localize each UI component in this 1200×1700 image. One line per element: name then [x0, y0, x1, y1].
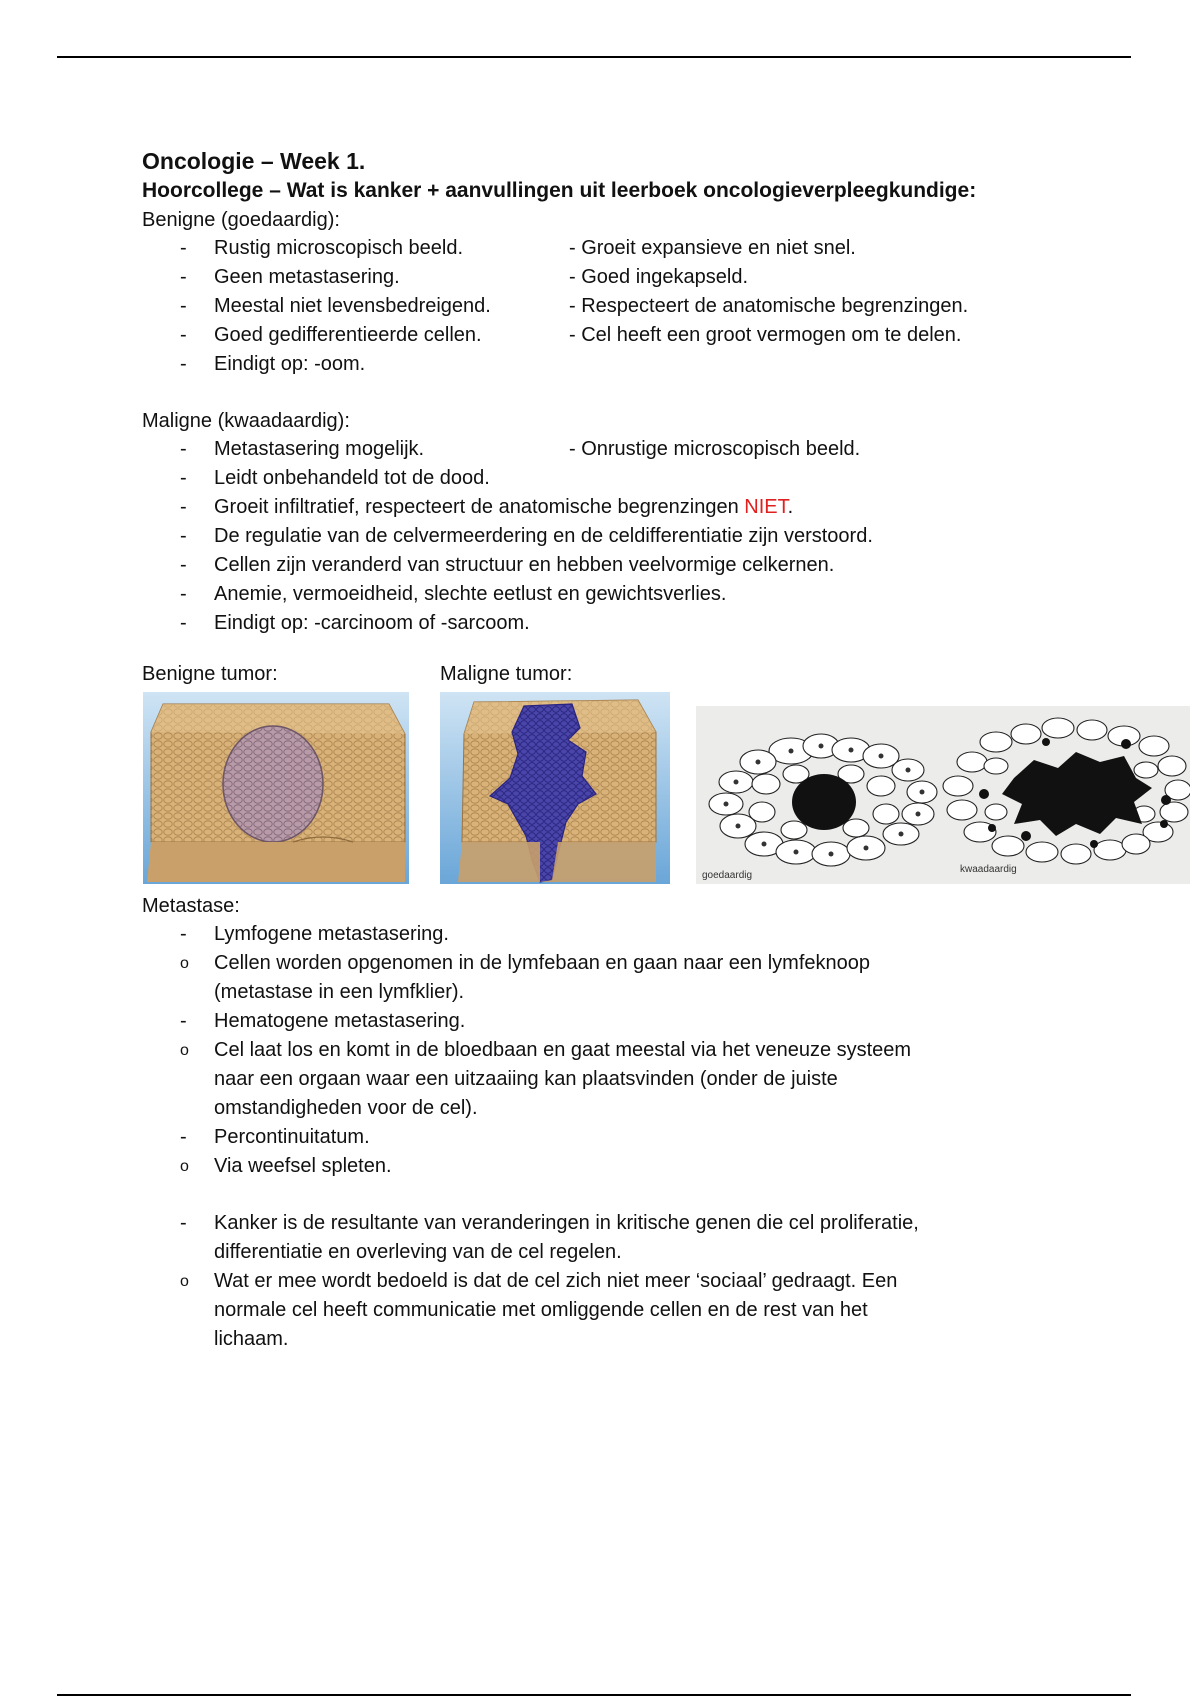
tissue-base — [147, 842, 405, 882]
caption-kwaadaardig: kwaadaardig — [960, 864, 1017, 875]
circle-bullet-icon: o — [180, 1273, 189, 1290]
list-item: - Cellen zijn veranderd van structuur en hebben veelvormige celkernen. — [142, 551, 1102, 580]
maligne-heading: Maligne (kwaadaardig): — [142, 410, 350, 432]
benign-tumor-label: Benigne tumor: — [142, 663, 278, 685]
list-item: - Rustig microscopisch beeld. - Groeit expansieve en niet snel. — [142, 234, 1102, 263]
list-item: - Lymfogene metastasering. o Cellen worden opgenomen in de lymfebaan en gaan naar een lymfeknoop (metastase in een lymfklier). — [142, 920, 1102, 1007]
list-item: - Goed gedifferentieerde cellen. - Cel heeft een groot vermogen om te delen. — [142, 321, 1102, 350]
sub-list-item: o Via weefsel spleten. — [142, 1152, 1102, 1181]
sub-list — [142, 1152, 1102, 1181]
benigne-list — [142, 234, 1102, 379]
header-rule — [57, 56, 1131, 58]
list-item: - Eindigt op: -carcinoom of -sarcoom. — [142, 609, 1102, 638]
microscopic-comparison-photo — [696, 706, 1190, 884]
kanker-list — [142, 1209, 1102, 1354]
footer-rule — [57, 1694, 1131, 1696]
sub-list — [142, 1267, 1102, 1354]
page-subtitle: Hoorcollege – Wat is kanker + aanvullingen uit leerboek oncologieverpleegkundige: — [142, 179, 977, 202]
tumor-figures — [0, 660, 1102, 884]
list-item: - Groeit infiltratief, respecteert de anatomische begrenzingen NIET. — [142, 493, 1102, 522]
list-item: - Kanker is de resultante van veranderingen in kritische genen die cel proliferatie, differentiatie en overleving van de cel regelen. o Wat er mee wordt bedoeld is dat de cel zich niet meer ‘sociaal’ gedraagt. Een normale cel heeft communicatie met omliggende cellen en de rest van het lichaam. — [142, 1209, 1102, 1354]
list-item: - Percontinuitatum. o Via weefsel spleten. — [142, 1123, 1102, 1181]
sub-list-item: o Wat er mee wordt bedoeld is dat de cel zich niet meer ‘sociaal’ gedraagt. Een normale cel heeft communicatie met omliggende cellen en de rest van het lichaam. — [142, 1267, 1102, 1354]
malign-tumor-label: Maligne tumor: — [440, 663, 573, 685]
list-item: - Metastasering mogelijk. - Onrustige microscopisch beeld. — [142, 435, 1102, 464]
sub-list-item: o Cellen worden opgenomen in de lymfebaan en gaan naar een lymfeknoop (metastase in een lymfklier). — [142, 949, 1102, 1007]
list-item: - Geen metastasering. - Goed ingekapseld. — [142, 263, 1102, 292]
benign-tumor-mass — [223, 726, 323, 842]
sub-list-item: o Cel laat los en komt in de bloedbaan en gaat meestal via het veneuze systeem naar een orgaan waar een uitzaaiing kan plaatsvinden (onder de juiste omstandigheden voor de cel). — [142, 1036, 1102, 1123]
benign-tumor-core — [792, 774, 856, 830]
metastase-heading: Metastase: — [142, 895, 240, 917]
malign-tumor-illustration — [440, 692, 670, 884]
sub-list — [142, 1036, 1102, 1123]
list-item: - De regulatie van de celvermeerdering en de celdifferentiatie zijn verstoord. — [142, 522, 1102, 551]
sub-list — [142, 949, 1102, 1007]
benign-tumor-illustration — [143, 692, 409, 884]
caption-goedaardig: goedaardig — [702, 870, 753, 881]
emphasis-niet: NIET — [744, 496, 788, 518]
list-item: - Meestal niet levensbedreigend. - Respecteert de anatomische begrenzingen. — [142, 292, 1102, 321]
benigne-heading: Benigne (goedaardig): — [142, 209, 340, 231]
document-page — [142, 146, 1102, 1354]
circle-bullet-icon: o — [180, 1158, 189, 1175]
circle-bullet-icon: o — [180, 1042, 189, 1059]
page-title: Oncologie – Week 1. — [142, 148, 366, 174]
metastase-list — [142, 920, 1102, 1181]
list-item: - Hematogene metastasering. o Cel laat los en komt in de bloedbaan en gaat meestal via het veneuze systeem naar een orgaan waar een uitzaaiing kan plaatsvinden (onder de juiste omstandigheden voor de cel). — [142, 1007, 1102, 1123]
list-item: - Anemie, vermoeidheid, slechte eetlust en gewichtsverlies. — [142, 580, 1102, 609]
list-item: - Leidt onbehandeld tot de dood. — [142, 464, 1102, 493]
circle-bullet-icon: o — [180, 955, 189, 972]
list-item: - Eindigt op: -oom. — [142, 350, 1102, 379]
maligne-list — [142, 435, 1102, 638]
